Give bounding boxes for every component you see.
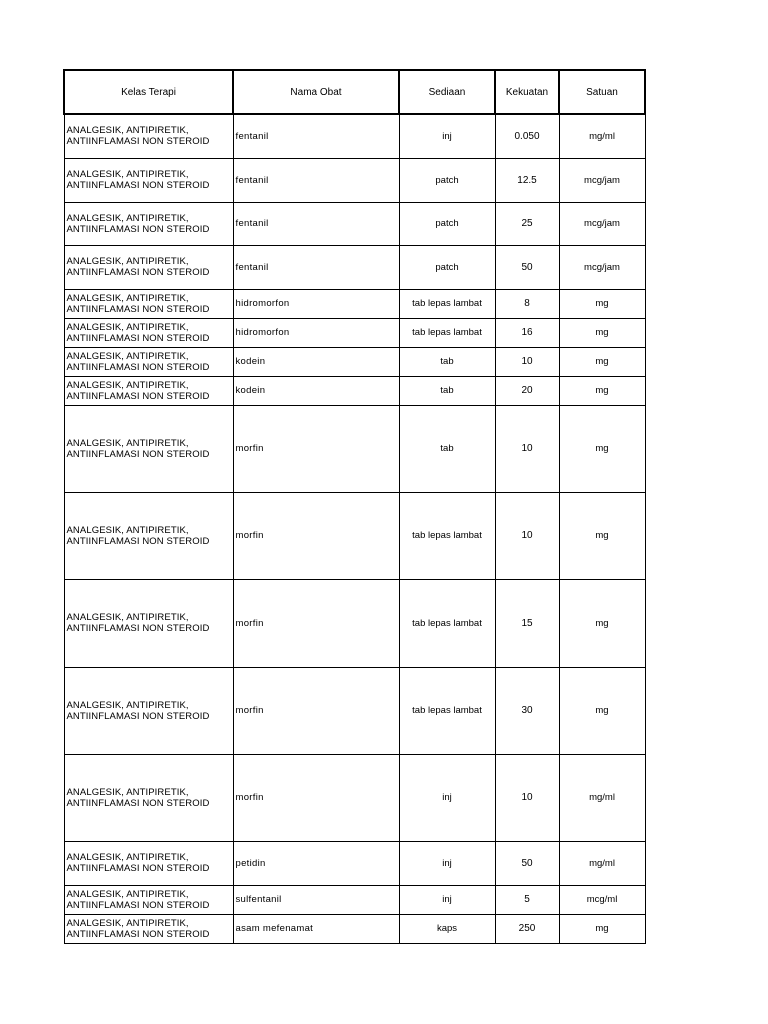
table-header-row: [64, 70, 645, 114]
cell-kekuatan: 5: [495, 885, 559, 914]
kelas-terapi-line: ANTIINFLAMASI NON STEROID: [66, 223, 210, 235]
cell-kekuatan: 0.050: [495, 114, 559, 158]
kelas-terapi-line: ANTIINFLAMASI NON STEROID: [66, 863, 210, 874]
cell-nama-obat: fentanil: [233, 245, 399, 289]
cell-kekuatan: 50: [495, 841, 559, 885]
table-row: [64, 376, 645, 405]
cell-kelas-terapi: [64, 492, 233, 579]
kelas-terapi-line: ANALGESIK, ANTIPIRETIK,: [66, 888, 189, 900]
cell-sediaan: inj: [399, 841, 495, 885]
kelas-terapi-line: ANTIINFLAMASI NON STEROID: [66, 267, 210, 278]
kelas-terapi-line: ANTIINFLAMASI NON STEROID: [66, 928, 210, 940]
cell-sediaan: tab: [399, 376, 495, 405]
cell-nama-obat: petidin: [233, 841, 399, 885]
cell-satuan: mg: [559, 667, 645, 754]
cell-kelas-terapi: [64, 114, 233, 158]
cell-satuan: mcg/ml: [559, 885, 645, 914]
table-row: [64, 289, 645, 318]
cell-kelas-terapi: [64, 914, 233, 943]
kelas-terapi-line: ANALGESIK, ANTIPIRETIK,: [66, 437, 189, 449]
kelas-terapi-line: ANALGESIK, ANTIPIRETIK,: [66, 852, 189, 863]
kelas-terapi-line: ANALGESIK, ANTIPIRETIK,: [66, 350, 189, 362]
kelas-terapi-line: ANTIINFLAMASI NON STEROID: [66, 136, 210, 148]
table-row: [64, 114, 645, 158]
cell-kelas-terapi: [64, 667, 233, 754]
table-row: [64, 245, 645, 289]
kelas-terapi-line: ANALGESIK, ANTIPIRETIK,: [66, 212, 189, 224]
table-row: [64, 405, 645, 492]
cell-satuan: mg: [559, 347, 645, 376]
kelas-terapi-line: ANALGESIK, ANTIPIRETIK,: [66, 612, 189, 623]
cell-kelas-terapi: [64, 405, 233, 492]
table-row: [64, 667, 645, 754]
cell-satuan: mg: [559, 318, 645, 347]
cell-kekuatan: 50: [495, 245, 559, 289]
kelas-terapi-line: ANTIINFLAMASI NON STEROID: [66, 390, 210, 402]
cell-nama-obat: asam mefenamat: [233, 914, 399, 943]
kelas-terapi-line: ANALGESIK, ANTIPIRETIK,: [66, 699, 189, 711]
cell-satuan: mg/ml: [559, 114, 645, 158]
drug-list-sheet: [63, 69, 644, 944]
cell-nama-obat: hidromorfon: [233, 318, 399, 347]
cell-sediaan: tab lepas lambat: [399, 289, 495, 318]
table-body: [64, 114, 645, 943]
cell-satuan: mg: [559, 405, 645, 492]
cell-nama-obat: morfin: [233, 492, 399, 579]
kelas-terapi-line: ANTIINFLAMASI NON STEROID: [66, 797, 210, 809]
cell-satuan: mcg/jam: [559, 202, 645, 245]
cell-nama-obat: fentanil: [233, 114, 399, 158]
cell-kekuatan: 10: [495, 492, 559, 579]
kelas-terapi-line: ANTIINFLAMASI NON STEROID: [66, 623, 210, 634]
kelas-terapi-line: ANALGESIK, ANTIPIRETIK,: [66, 125, 189, 137]
table-row: [64, 579, 645, 667]
cell-kekuatan: 16: [495, 318, 559, 347]
cell-kelas-terapi: [64, 289, 233, 318]
cell-kekuatan: 250: [495, 914, 559, 943]
cell-kelas-terapi: [64, 158, 233, 202]
kelas-terapi-line: ANTIINFLAMASI NON STEROID: [66, 535, 210, 547]
kelas-terapi-line: ANALGESIK, ANTIPIRETIK,: [66, 917, 189, 929]
cell-kekuatan: 12.5: [495, 158, 559, 202]
cell-sediaan: tab lepas lambat: [399, 318, 495, 347]
cell-nama-obat: fentanil: [233, 202, 399, 245]
cell-satuan: mg: [559, 289, 645, 318]
table-row: [64, 158, 645, 202]
cell-nama-obat: morfin: [233, 667, 399, 754]
cell-sediaan: patch: [399, 202, 495, 245]
cell-kekuatan: 30: [495, 667, 559, 754]
cell-nama-obat: morfin: [233, 754, 399, 841]
kelas-terapi-line: ANTIINFLAMASI NON STEROID: [66, 361, 210, 373]
kelas-terapi-line: ANALGESIK, ANTIPIRETIK,: [66, 256, 189, 267]
table-row: [64, 841, 645, 885]
table-row: [64, 492, 645, 579]
cell-nama-obat: morfin: [233, 405, 399, 492]
cell-satuan: mcg/jam: [559, 158, 645, 202]
cell-sediaan: inj: [399, 754, 495, 841]
cell-sediaan: inj: [399, 114, 495, 158]
cell-nama-obat: hidromorfon: [233, 289, 399, 318]
cell-kekuatan: 15: [495, 579, 559, 667]
cell-sediaan: tab: [399, 347, 495, 376]
kelas-terapi-line: ANTIINFLAMASI NON STEROID: [66, 710, 210, 722]
cell-satuan: mg/ml: [559, 841, 645, 885]
header-satuan: Satuan: [559, 70, 645, 114]
cell-nama-obat: sulfentanil: [233, 885, 399, 914]
cell-kelas-terapi: [64, 202, 233, 245]
cell-sediaan: kaps: [399, 914, 495, 943]
kelas-terapi-line: ANALGESIK, ANTIPIRETIK,: [66, 169, 189, 180]
cell-kelas-terapi: [64, 579, 233, 667]
cell-kelas-terapi: [64, 347, 233, 376]
table-row: [64, 202, 645, 245]
cell-kekuatan: 10: [495, 405, 559, 492]
cell-sediaan: tab lepas lambat: [399, 579, 495, 667]
cell-kelas-terapi: [64, 841, 233, 885]
cell-satuan: mcg/jam: [559, 245, 645, 289]
header-sediaan: Sediaan: [399, 70, 495, 114]
cell-satuan: mg: [559, 376, 645, 405]
kelas-terapi-line: ANTIINFLAMASI NON STEROID: [66, 303, 210, 315]
kelas-terapi-line: ANTIINFLAMASI NON STEROID: [66, 448, 210, 460]
cell-satuan: mg: [559, 492, 645, 579]
header-kekuatan: Kekuatan: [495, 70, 559, 114]
cell-kelas-terapi: [64, 754, 233, 841]
cell-satuan: mg: [559, 579, 645, 667]
kelas-terapi-line: ANALGESIK, ANTIPIRETIK,: [66, 379, 189, 391]
cell-kekuatan: 8: [495, 289, 559, 318]
kelas-terapi-line: ANALGESIK, ANTIPIRETIK,: [66, 321, 189, 333]
cell-nama-obat: kodein: [233, 347, 399, 376]
cell-sediaan: patch: [399, 158, 495, 202]
header-kelas-terapi: Kelas Terapi: [64, 70, 233, 114]
kelas-terapi-line: ANALGESIK, ANTIPIRETIK,: [66, 786, 189, 798]
cell-sediaan: tab lepas lambat: [399, 492, 495, 579]
cell-kekuatan: 20: [495, 376, 559, 405]
cell-kelas-terapi: [64, 245, 233, 289]
table-row: [64, 347, 645, 376]
cell-sediaan: tab lepas lambat: [399, 667, 495, 754]
cell-kekuatan: 25: [495, 202, 559, 245]
cell-kekuatan: 10: [495, 754, 559, 841]
table-row: [64, 914, 645, 943]
cell-kelas-terapi: [64, 376, 233, 405]
header-nama-obat: Nama Obat: [233, 70, 399, 114]
kelas-terapi-line: ANTIINFLAMASI NON STEROID: [66, 899, 210, 911]
cell-satuan: mg/ml: [559, 754, 645, 841]
cell-nama-obat: fentanil: [233, 158, 399, 202]
kelas-terapi-line: ANALGESIK, ANTIPIRETIK,: [66, 292, 189, 304]
cell-sediaan: patch: [399, 245, 495, 289]
kelas-terapi-line: ANTIINFLAMASI NON STEROID: [66, 332, 210, 344]
table-row: [64, 885, 645, 914]
table-row: [64, 754, 645, 841]
cell-kelas-terapi: [64, 885, 233, 914]
kelas-terapi-line: ANTIINFLAMASI NON STEROID: [66, 180, 210, 191]
drug-table: [63, 69, 646, 944]
cell-sediaan: inj: [399, 885, 495, 914]
cell-satuan: mg: [559, 914, 645, 943]
cell-nama-obat: morfin: [233, 579, 399, 667]
table-row: [64, 318, 645, 347]
cell-nama-obat: kodein: [233, 376, 399, 405]
cell-sediaan: tab: [399, 405, 495, 492]
cell-kelas-terapi: [64, 318, 233, 347]
cell-kekuatan: 10: [495, 347, 559, 376]
kelas-terapi-line: ANALGESIK, ANTIPIRETIK,: [66, 524, 189, 536]
